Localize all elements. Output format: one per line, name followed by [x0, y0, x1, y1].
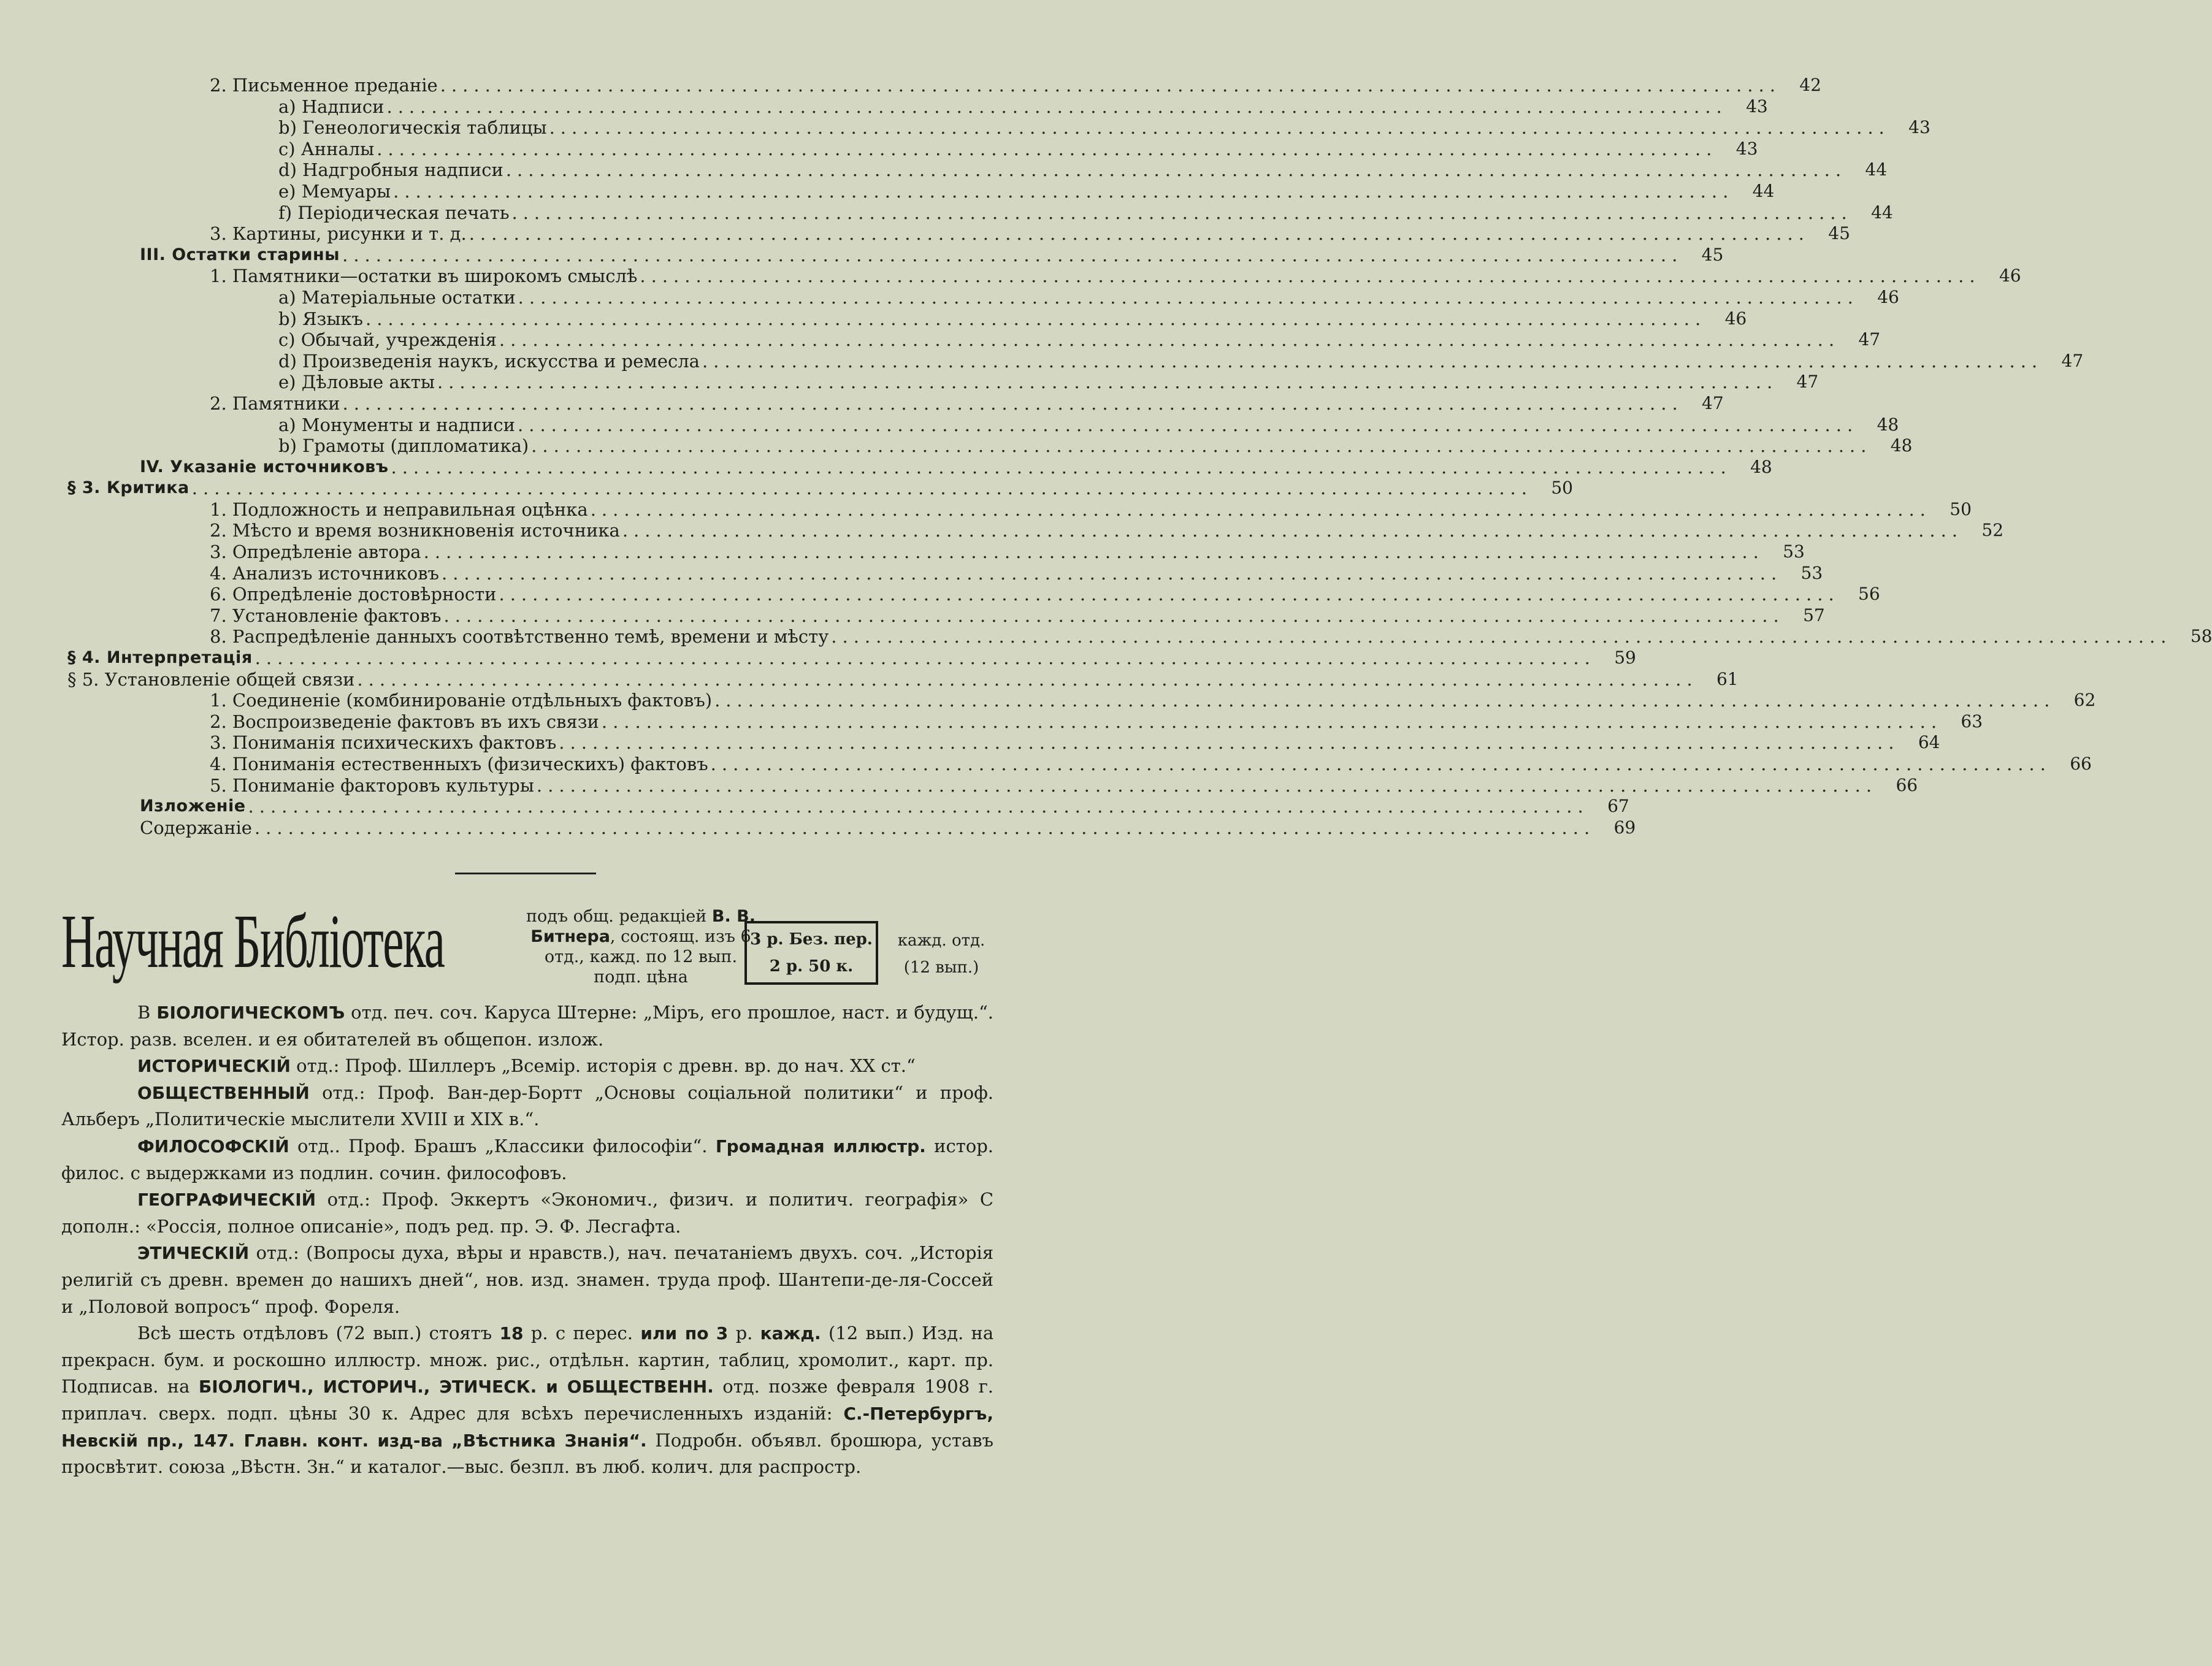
dot-leader: ........................................................................................................................ [386, 96, 1728, 117]
ad-title: Научная Библіотека [61, 899, 445, 984]
dot-leader: ........................................................................................................................ [549, 117, 1890, 139]
dept-social: ОБЩЕСТВЕННЫЙ [137, 1082, 310, 1103]
toc-entry-page: 50 [1551, 478, 1573, 499]
toc-entry [61, 223, 1850, 245]
price-note-line1: кажд. отд. [897, 931, 985, 950]
toc-entry [61, 648, 1636, 669]
ad-highlight: БІОЛОГИЧ., ИСТОРИЧ., ЭТИЧЕСК. и ОБЩЕСТВЕНН. [198, 1377, 714, 1397]
toc-entry-label: 6. Опредѣленіе достовѣрности [210, 584, 497, 605]
ad-text: отд.: Проф. Эккертъ «Экономич., физич. и политич. географія» С дополн.: «Россія, полное описаніе», подъ ред. пр. Э. Ф. Лесгафта. [61, 1189, 994, 1237]
toc-entry [61, 754, 2092, 775]
toc-entry-label: 8. Распредѣленіе данныхъ соотвѣтственно темѣ, времени и мѣсту [210, 626, 829, 648]
dot-leader: ........................................................................................................................ [440, 75, 1781, 96]
subtitle-line2: , состоящ. изъ 6 [610, 927, 751, 946]
dot-leader: ........................................................................................................................ [437, 372, 1778, 393]
ad-text: отд.: (Вопросы духа, вѣры и нравств.), нач. печатаніемъ двухъ. соч. „Исторія религій съ древн. времен до нашихъ дней“, нов. изд. знамен. труда проф. Шантепи-де-ля-Соссей и „Половой вопросъ“ проф. Фореля. [61, 1242, 994, 1317]
toc-entry-page: 64 [1918, 732, 1940, 753]
dot-leader: ........................................................................................................................ [831, 626, 2172, 648]
dot-leader: ........................................................................................................................ [254, 648, 1596, 669]
publisher-address: С.-Петербургъ, Невскій пр., 147. Главн. конт. изд-ва „Вѣстника Знанія“. [61, 1403, 993, 1451]
toc-entry [61, 711, 1983, 733]
ad-highlight: 3 [716, 1323, 729, 1344]
toc-entry-page: 48 [1890, 435, 1913, 456]
toc-entry [61, 584, 1880, 605]
dot-leader: ........................................................................................................................ [518, 414, 1859, 435]
toc-entry-label: a) Матеріальные остатки [278, 286, 516, 308]
toc-entry-label: 2. Мѣсто и время возникновенія источника [210, 520, 620, 541]
ad-paragraph-summary [61, 1320, 993, 1481]
ad-paragraph-ethics [61, 1240, 993, 1320]
toc-entry [61, 668, 1739, 690]
toc-entry-label: § 5. Установленіе общей связи [67, 668, 355, 690]
toc-entry [61, 308, 1747, 330]
dot-leader: ........................................................................................................................ [342, 392, 1683, 414]
library-advertisement [61, 901, 993, 1481]
toc-entry [61, 796, 1629, 817]
dept-ethics: ЭТИЧЕСКІЙ [137, 1243, 250, 1264]
toc-entry-label: c) Обычай, учрежденія [278, 329, 497, 351]
ad-paragraph-biology [61, 999, 993, 1053]
editor-initials: В. В. [711, 907, 756, 926]
toc-entry-label: c) Анналы [278, 138, 375, 159]
toc-entry [61, 690, 2096, 711]
dot-leader: ........................................................................................................................ [393, 180, 1734, 202]
toc-entry [61, 202, 1893, 224]
dot-leader: ........................................................................................................................ [191, 478, 1533, 499]
toc-entry-label: 4. Пониманія естественныхъ (физическихъ) фактовъ [210, 754, 708, 774]
toc-entry [61, 732, 1940, 754]
dot-leader: ........................................................................................................................ [248, 796, 1589, 817]
ad-text: р. [735, 1323, 753, 1344]
toc-entry-page: 58 [2190, 626, 2212, 647]
dot-leader: ........................................................................................................................ [441, 562, 1783, 584]
toc-entry-label: 3. Пониманія психическихъ фактовъ [210, 732, 557, 754]
toc-entry [61, 435, 1913, 457]
toc-entry-page: 42 [1799, 75, 1821, 95]
ad-text: отд. позже февраля 1908 г. приплач. сверх. подп. цѣны 30 к. Адрес для всѣхъ перечисленныхъ изданій: [61, 1376, 994, 1424]
toc-entry [61, 180, 1775, 202]
dot-leader: ........................................................................................................................ [499, 584, 1840, 605]
ad-text: Подробн. объявл. брошюра, уставъ просвѣтит. союза „Вѣстн. Зн.“ и каталог.—выс. безпл. въ люб. колич. для распростр. [61, 1429, 993, 1478]
dept-biology: БІОЛОГИЧЕСКОМЪ [156, 1003, 345, 1023]
toc-entry-label: Содержаніе [140, 817, 252, 838]
dot-leader: ........................................................................................................................ [702, 350, 2043, 372]
toc-entry-page: 47 [2061, 350, 2084, 371]
toc-entry-page: 69 [1613, 817, 1636, 838]
toc-entry-label: 3. Картины, рисунки и т. д. [210, 223, 467, 245]
dot-leader: ........................................................................................................................ [601, 711, 1943, 732]
toc-entry-label: 2. Воспроизведеніе фактовъ въ ихъ связи [210, 711, 599, 732]
toc-entry [61, 562, 1823, 584]
toc-entry-page: 43 [1736, 138, 1758, 159]
dot-leader: ........................................................................................................................ [622, 520, 1964, 541]
dot-leader: ........................................................................................................................ [559, 732, 1900, 754]
toc-entry-label: 7. Установленіе фактовъ [210, 605, 442, 626]
dot-leader: ........................................................................................................................ [640, 266, 1981, 287]
price-without-shipping: 3 р. Без. пер. [750, 930, 873, 949]
dot-leader: ........................................................................................................................ [710, 754, 2051, 774]
toc-entry-label: 4. Анализъ источниковъ [210, 562, 439, 584]
toc-entry [61, 286, 1899, 308]
toc-entry [61, 499, 1972, 521]
price-note [886, 927, 997, 981]
toc-entry-label: 3. Опредѣленіе автора [210, 541, 421, 563]
subtitle-line4: подп. цѣна [594, 968, 688, 987]
dept-philosophy: ФИЛОСОФСКІЙ [137, 1136, 289, 1156]
toc-entry [61, 138, 1758, 160]
toc-entry-page: 61 [1716, 668, 1739, 689]
toc-entry-page: 53 [1783, 541, 1805, 562]
toc-entry [61, 372, 1819, 393]
ad-paragraph-history [61, 1053, 993, 1080]
dot-leader: ........................................................................................................................ [365, 308, 1707, 329]
dot-leader: ........................................................................................................................ [505, 159, 1847, 181]
toc-entry-page: 48 [1750, 456, 1772, 477]
toc-entry [61, 244, 1724, 266]
toc-entry-page: 66 [1896, 774, 1918, 795]
toc-entry-page: 67 [1607, 796, 1629, 817]
dot-leader: ........................................................................................................................ [342, 244, 1683, 266]
toc-entry-page: 45 [1828, 223, 1850, 244]
toc-entry-page: 63 [1961, 711, 1983, 732]
toc-entry [61, 96, 1768, 118]
ad-text: истор. филос. с выдержками из подлин. сочин. философовъ. [61, 1135, 994, 1183]
ad-text: отд. печ. соч. Каруса Штерне: „Міръ, его прошлое, наст. и будущ.“. Истор. разв. вселен. и ея обитателей въ общепон. излож. [61, 1002, 994, 1050]
price-note-line2: (12 вып.) [903, 958, 979, 977]
toc-entry-label: a) Надписи [278, 96, 385, 117]
toc-entry [61, 350, 2084, 372]
toc-entry-page: 53 [1801, 562, 1823, 583]
toc-entry [61, 117, 1931, 139]
dot-leader: ........................................................................................................................ [377, 138, 1718, 159]
toc-entry [61, 626, 2212, 648]
toc-entry [61, 75, 1821, 96]
toc-entry [61, 605, 1825, 627]
ad-highlight: кажд. [760, 1323, 821, 1344]
toc-entry-label: 5. Пониманіе факторовъ культуры [210, 774, 534, 796]
toc-entry-page: 43 [1908, 117, 1931, 138]
toc-entry [61, 541, 1805, 563]
toc-entry [61, 414, 1899, 436]
toc-entry-page: 57 [1803, 605, 1825, 625]
toc-entry [61, 456, 1772, 478]
editor-name: Битнера [530, 927, 610, 946]
toc-entry-page: 44 [1752, 180, 1775, 201]
dot-leader: ........................................................................................................................ [511, 202, 1853, 223]
ad-text: отд.: Проф. Шиллеръ „Всемір. исторія с древн. вр. до нач. XX ст.“ [296, 1055, 916, 1077]
ad-highlight: 18 [499, 1323, 524, 1344]
dept-history: ИСТОРИЧЕСКІЙ [137, 1056, 291, 1077]
toc-entry-label: 2. Письменное преданіе [210, 75, 438, 96]
toc-entry-label: 2. Памятники [210, 392, 340, 414]
toc-entry-label: a) Монументы и надписи [278, 414, 516, 435]
ad-text: В [137, 1002, 151, 1023]
toc-entry-label: § 4. Интерпретація [67, 648, 253, 668]
ad-paragraph-philosophy [61, 1133, 993, 1186]
toc-entry-page: 45 [1701, 244, 1724, 265]
toc-entry-page: 48 [1877, 414, 1899, 435]
toc-entry [61, 774, 1918, 797]
ad-text: Всѣ шесть отдѣловъ (72 вып.) стоятъ [137, 1323, 492, 1344]
toc-entry [61, 817, 1636, 839]
toc-entry-label: § 3. Критика [67, 478, 189, 498]
toc-entry [61, 329, 1881, 351]
toc-entry-page: 62 [2073, 690, 2096, 711]
toc-entry-page: 50 [1950, 499, 1972, 519]
ad-paragraph-geography [61, 1186, 993, 1240]
toc-entry [61, 266, 2021, 287]
toc-entry-label: e) Мемуары [278, 180, 391, 202]
toc-entry [61, 159, 1888, 181]
toc-entry-page: 47 [1796, 372, 1819, 392]
toc-entry-label: 1. Соединеніе (комбинированіе отдѣльныхъ фактовъ) [210, 690, 713, 711]
dot-leader: ........................................................................................................................ [531, 435, 1872, 457]
dot-leader: ........................................................................................................................ [357, 668, 1698, 690]
toc-entry-label: III. Остатки старины [140, 245, 340, 264]
subtitle-line3: отд., кажд. по 12 вып. [544, 947, 738, 966]
ad-body [61, 999, 993, 1481]
toc-entry-label: d) Надгробныя надписи [278, 159, 503, 181]
toc-entry-page: 52 [1981, 520, 2004, 541]
dot-leader: ........................................................................................................................ [590, 499, 1931, 520]
toc-entry-page: 43 [1746, 96, 1768, 117]
dot-leader: ........................................................................................................................ [469, 223, 1810, 245]
toc-entry-page: 47 [1858, 329, 1881, 350]
toc-entry-label: 1. Подложность и неправильная оцѣнка [210, 499, 588, 520]
price-box [744, 921, 878, 985]
subtitle-line1: подъ общ. редакціей [526, 907, 707, 926]
ad-highlight: или по [640, 1323, 709, 1344]
toc-entry-page: 66 [2070, 754, 2092, 774]
ad-text: р. с перес. [530, 1323, 633, 1344]
toc-entry [61, 392, 1724, 415]
dot-leader: ........................................................................................................................ [391, 456, 1732, 478]
ad-header [61, 901, 993, 999]
dot-leader: ........................................................................................................................ [536, 774, 1878, 796]
dot-leader: ........................................................................................................................ [518, 286, 1859, 308]
toc-entry-page: 46 [1999, 266, 2021, 286]
ad-text: отд.. Проф. Брашъ „Классики философіи“. [297, 1135, 708, 1156]
price-value: 2 р. 50 к. [769, 957, 854, 976]
dot-leader: ........................................................................................................................ [714, 690, 2056, 711]
toc-entry-page: 44 [1871, 202, 1893, 223]
toc-entry-label: f) Періодическая печать [278, 202, 510, 223]
section-divider [455, 873, 596, 874]
toc-entry-page: 46 [1724, 308, 1747, 329]
toc-entry-page: 46 [1877, 286, 1899, 307]
toc-entry [61, 478, 1573, 499]
dot-leader: ........................................................................................................................ [254, 817, 1596, 838]
table-of-contents [61, 75, 2212, 838]
dot-leader: ........................................................................................................................ [423, 541, 1764, 563]
toc-entry-page: 59 [1614, 648, 1636, 668]
dot-leader: ........................................................................................................................ [499, 329, 1840, 351]
dept-geography: ГЕОГРАФИЧЕСКІЙ [137, 1190, 316, 1210]
toc-entry-label: Изложеніе [140, 797, 246, 816]
ad-highlight: Громадная иллюстр. [715, 1136, 926, 1156]
toc-entry-page: 44 [1865, 159, 1888, 180]
toc-entry-label: e) Дѣловые акты [278, 372, 435, 393]
dot-leader: ........................................................................................................................ [443, 605, 1785, 626]
toc-entry-label: b) Грамоты (дипломатика) [278, 435, 529, 457]
ad-paragraph-social [61, 1080, 993, 1133]
toc-entry-page: 47 [1702, 392, 1724, 413]
ad-text: (12 вып.) Изд. на прекрасн. бум. и роскошно иллюстр. множ. рис., отдѣльн. картин, таблиц, хромолит., карт. пр. Подписав. на [61, 1323, 994, 1397]
toc-entry-label: 1. Памятники—остатки въ широкомъ смыслѣ [210, 266, 638, 287]
toc-entry-label: b) Генеологическія таблицы [278, 117, 547, 139]
ad-text: отд.: Проф. Ван-дер-Бортт „Основы соціальной политики“ и проф. Альберъ „Политическіе мыслители XVIII и XIX в.“. [61, 1082, 994, 1130]
toc-entry-page: 56 [1858, 584, 1880, 605]
toc-entry-label: IV. Указаніе источниковъ [140, 457, 389, 476]
toc-entry-label: b) Языкъ [278, 308, 363, 329]
toc-entry [61, 520, 2004, 541]
toc-entry-label: d) Произведенія наукъ, искусства и ремесла [278, 350, 700, 372]
